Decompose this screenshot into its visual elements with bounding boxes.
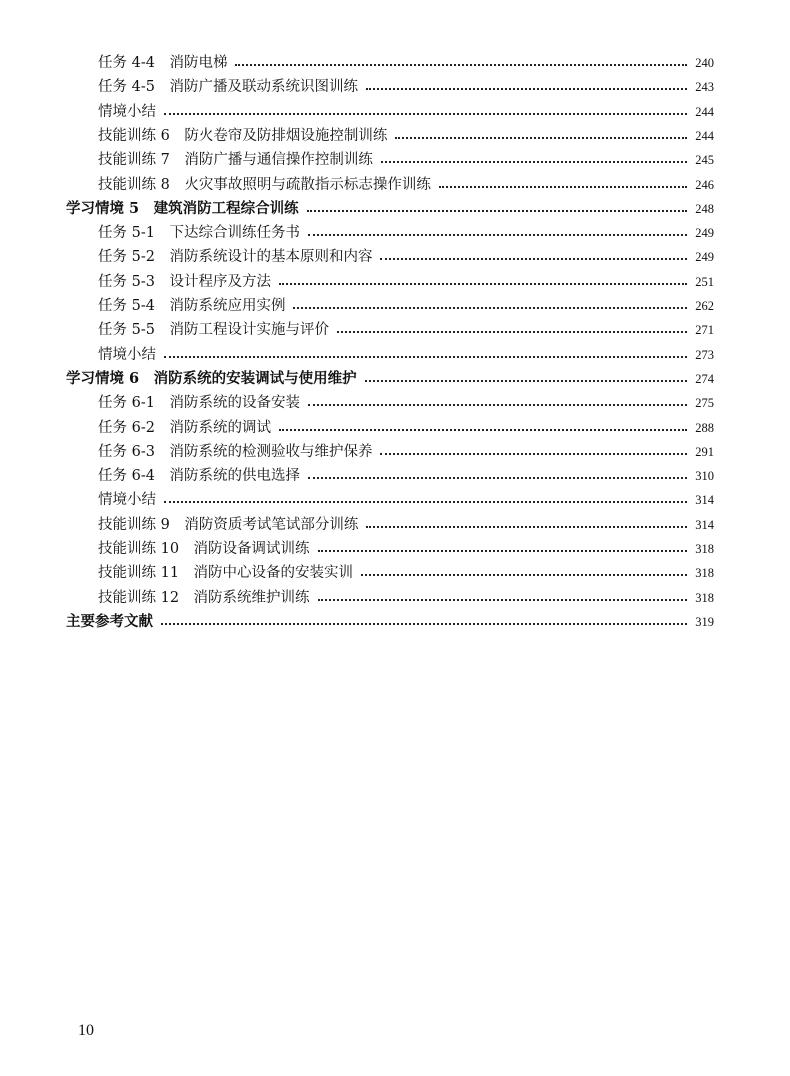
toc-entry-page: 318 [695,542,714,556]
toc-entry-title: 主要参考文献 [66,612,153,630]
page-number: 10 [78,1022,94,1039]
toc-entry-title: 技能训练 12 消防系统维护训练 [98,589,310,606]
toc-section-entry[interactable] [98,488,714,512]
dot-leader [164,501,687,503]
dot-leader [439,186,687,188]
dot-leader [381,161,687,163]
toc-entry-page: 319 [695,614,714,629]
toc-entry-page: 249 [695,226,714,241]
dot-leader [293,307,687,309]
toc-entry-page: 251 [695,274,714,289]
toc-entry-title: 技能训练 7 消防广播与通信操作控制训练 [98,152,373,169]
toc-entry-page: 249 [695,250,714,265]
toc-entry-page: 248 [695,201,714,216]
toc-entry-page: 273 [695,347,714,362]
dot-leader [308,234,687,236]
toc-entry-title: 任务 6-2 消防系统的调试 [98,419,271,436]
toc-entry-title: 学习情境 6 消防系统的安装调试与使用维护 [66,369,357,387]
toc-entry-title: 任务 5-3 设计程序及方法 [98,273,271,290]
toc-entry-page: 310 [695,469,714,484]
toc-entry-page: 314 [695,493,714,508]
toc-entry-page: 274 [695,371,714,386]
dot-leader [361,574,687,576]
toc-entry-title: 任务 5-4 消防系统应用实例 [98,298,286,314]
dot-leader [164,113,687,115]
dot-leader [366,526,687,528]
dot-leader [380,258,687,260]
dot-leader [308,404,687,406]
dot-leader [161,623,687,625]
toc-section-entry[interactable] [98,586,714,610]
toc-entry-title: 情境小结 [98,103,156,120]
toc-entry-page: 244 [695,104,714,119]
toc-entry-title: 技能训练 6 防火卷帘及防排烟设施控制训练 [98,127,388,144]
toc-chapter-entry[interactable] [66,610,714,634]
toc-section-entry[interactable] [98,148,714,172]
toc-entry-page: 271 [695,323,714,338]
toc-entry-title: 技能训练 10 消防设备调试训练 [98,541,310,557]
toc-entry-page: 240 [695,56,714,70]
toc-section-entry[interactable] [98,100,714,124]
toc-entry-title: 任务 5-1 下达综合训练任务书 [98,225,300,242]
toc-entry-title: 任务 6-3 消防系统的检测验收与维护保养 [98,443,373,460]
toc-section-entry[interactable] [98,343,714,367]
toc-entry-page: 288 [695,420,714,435]
toc-section-entry[interactable] [98,561,714,585]
toc-entry-page: 318 [695,566,714,581]
toc-entry-page: 245 [695,153,714,168]
toc-entry-title: 技能训练 8 火灾事故照明与疏散指示标志操作训练 [98,176,431,193]
toc-section-entry[interactable] [98,245,714,269]
dot-leader [307,210,688,212]
toc-entry-title: 任务 5-2 消防系统设计的基本原则和内容 [98,249,373,266]
toc-section-entry[interactable] [98,75,714,99]
toc-entry-title: 任务 5-5 消防工程设计实施与评价 [98,322,329,339]
toc-entry-page: 291 [695,444,714,459]
dot-leader [235,64,687,66]
toc-section-entry[interactable] [98,318,714,342]
toc-entry-title: 技能训练 9 消防资质考试笔试部分训练 [98,516,359,533]
toc-entry-title: 情境小结 [98,346,156,363]
toc-entry-title: 学习情境 5 建筑消防工程综合训练 [66,199,299,217]
toc-entry-title: 情境小结 [98,492,156,509]
toc-entry-page: 246 [695,177,714,192]
toc-section-entry[interactable] [98,464,714,488]
toc-section-entry[interactable] [98,270,714,294]
dot-leader [337,331,687,333]
toc-entry-page: 275 [695,396,714,411]
dot-leader [366,88,687,90]
toc-section-entry[interactable] [98,416,714,440]
toc-entry-page: 262 [695,299,714,313]
toc-section-entry[interactable] [98,440,714,464]
toc-entry-title: 任务 4-4 消防电梯 [98,55,228,71]
toc-section-entry[interactable] [98,221,714,245]
dot-leader [318,550,688,552]
dot-leader [279,283,687,285]
toc-section-entry[interactable] [98,391,714,415]
dot-leader [279,429,687,431]
toc-section-entry[interactable] [98,294,714,318]
toc-entry-page: 243 [695,80,714,95]
dot-leader [365,380,688,382]
toc-section-entry[interactable] [98,173,714,197]
toc-section-entry[interactable] [98,124,714,148]
toc-chapter-entry[interactable] [66,197,714,221]
dot-leader [164,356,687,358]
toc-section-entry[interactable] [98,51,714,75]
toc-entry-page: 318 [695,590,714,605]
toc-entry-page: 314 [695,517,714,532]
toc-entry-title: 技能训练 11 消防中心设备的安装实训 [98,565,354,582]
toc-entry-title: 任务 6-4 消防系统的供电选择 [98,468,300,485]
toc-entry-page: 244 [695,128,714,143]
dot-leader [318,599,688,601]
toc-section-entry[interactable] [98,513,714,537]
toc-section-entry[interactable] [98,537,714,561]
toc-chapter-entry[interactable] [66,367,714,391]
dot-leader [395,137,687,139]
toc-entry-title: 任务 6-1 消防系统的设备安装 [98,395,300,412]
dot-leader [308,477,687,479]
toc-entry-title: 任务 4-5 消防广播及联动系统识图训练 [98,79,358,96]
dot-leader [380,453,687,455]
